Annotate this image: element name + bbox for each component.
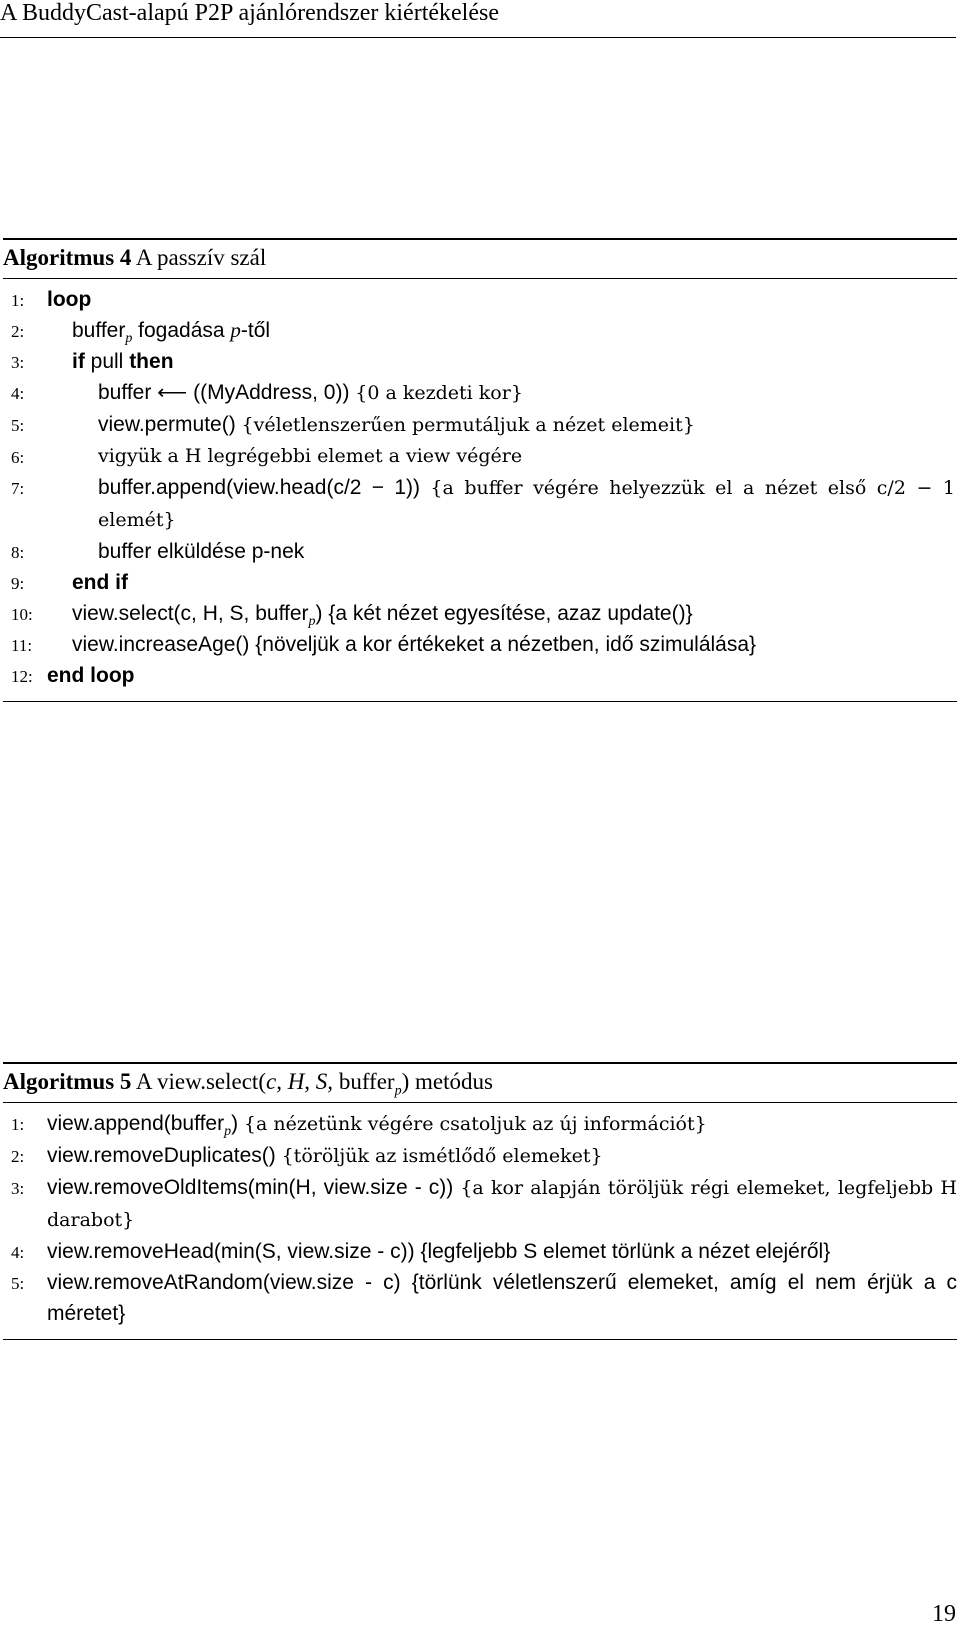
math-args: c, H, S, (265, 1069, 334, 1094)
line-number: 3: (11, 353, 25, 372)
line-comment: {véletlenszerűen permutáljuk a nézet elemeit} (241, 414, 695, 436)
algorithm-title (3, 240, 957, 278)
algorithm-line (3, 441, 957, 472)
algorithm-line (3, 567, 957, 598)
algorithm-bottom-rule (3, 701, 957, 702)
line-number: 9: (11, 574, 25, 593)
line-text: view.removeAtRandom(view.size - c) (47, 1271, 412, 1294)
page-number: 19 (932, 1601, 956, 1627)
algorithm-lines (3, 279, 957, 701)
line-text: -től (240, 319, 271, 342)
subscript: p (394, 1083, 402, 1099)
line-number: 8: (11, 543, 25, 562)
line-text: view.removeDuplicates() (47, 1144, 282, 1167)
line-text: buffer.append(view.head(c/2 − 1)) (98, 476, 431, 499)
algorithm-4-block (3, 238, 957, 702)
keyword: end loop (47, 664, 135, 687)
line-comment: {a buffer végére helyezzük el a nézet első c/2 − 1 elemét} (98, 477, 955, 531)
algorithm-title (3, 1064, 957, 1102)
line-text: pull (84, 350, 130, 373)
algorithm-line (3, 1172, 957, 1236)
line-comment: {legfeljebb S elemet törlünk a nézet elejéről} (420, 1240, 831, 1263)
algorithm-name: buffer (333, 1069, 395, 1094)
line-text: buffer ⟵ ((MyAddress, 0)) (98, 381, 356, 404)
line-comment: {töröljük az ismétlődő elemeket} (281, 1145, 603, 1167)
line-text: view.append(buffer (47, 1112, 225, 1135)
line-text: buffer elküldése p-nek (98, 540, 305, 563)
line-comment: {a két nézet egyesítése, azaz update()} (328, 602, 693, 625)
subscript: p (125, 331, 133, 347)
keyword: then (129, 350, 174, 373)
algorithm-label: Algoritmus 4 (3, 245, 132, 270)
line-comment: {0 a kezdeti kor} (355, 382, 523, 404)
line-text: ) (315, 602, 329, 625)
algorithm-line (3, 315, 957, 346)
algorithm-name: A passzív szál (135, 245, 267, 270)
line-comment: {növeljük a kor értékeket a nézetben, idő szimulálása} (255, 633, 757, 656)
line-number: 1: (11, 1115, 25, 1134)
algorithm-line (3, 1267, 957, 1329)
algorithm-line (3, 1108, 957, 1140)
line-number: 7: (11, 479, 25, 498)
algorithm-line (3, 660, 957, 691)
algorithm-line (3, 1140, 957, 1172)
line-number: 3: (11, 1179, 25, 1198)
line-number: 4: (11, 384, 25, 403)
algorithm-bottom-rule (3, 1339, 957, 1340)
line-text: view.removeOldItems(min(H, view.size - c)) (47, 1176, 461, 1199)
line-comment: {törlünk véletlenszerű elemeket, amíg el nem érjük a c méretet} (47, 1271, 958, 1325)
line-number: 10: (11, 605, 33, 624)
line-text: view.removeHead(min(S, view.size - c)) (47, 1240, 421, 1263)
algorithm-line (3, 598, 957, 629)
line-number: 11: (11, 636, 33, 655)
subscript: p (224, 1124, 232, 1140)
line-number: 12: (11, 667, 33, 686)
line-text: view.select(c, H, S, buffer (72, 602, 309, 625)
algorithm-line (3, 536, 957, 567)
keyword: if (72, 350, 85, 373)
algorithm-line (3, 629, 957, 660)
algorithm-line (3, 284, 957, 315)
algorithm-5-block (3, 1062, 957, 1340)
line-text: view.permute() (98, 413, 242, 436)
line-number: 2: (11, 1147, 25, 1166)
line-text: view.increaseAge() (72, 633, 256, 656)
line-comment: {a kor alapján töröljük régi elemeket, legfeljebb H darabot} (47, 1177, 957, 1231)
algorithm-lines (3, 1103, 957, 1339)
math-var: p (230, 318, 241, 342)
algorithm-name: A view.select( (135, 1069, 266, 1094)
header-rule (0, 37, 956, 38)
keyword: loop (47, 288, 92, 311)
algorithm-line (3, 377, 957, 409)
running-head: A BuddyCast-alapú P2P ajánlórendszer kiértékelése (0, 0, 499, 26)
line-text: ) (231, 1112, 244, 1135)
line-text: vigyük a H legrégebbi elemet a view végére (98, 445, 523, 467)
algorithm-label: Algoritmus 5 (3, 1069, 132, 1094)
line-number: 2: (11, 322, 25, 341)
line-text: buffer (72, 319, 126, 342)
algorithm-line (3, 409, 957, 441)
line-number: 5: (11, 1274, 25, 1293)
line-number: 4: (11, 1243, 25, 1262)
algorithm-name: ) metódus (401, 1069, 493, 1094)
line-text: fogadása (132, 319, 231, 342)
keyword: end if (72, 571, 128, 594)
algorithm-line (3, 1236, 957, 1267)
line-comment: {a nézetünk végére csatoljuk az új információt} (243, 1113, 707, 1135)
algorithm-line (3, 346, 957, 377)
line-number: 6: (11, 448, 25, 467)
algorithm-line (3, 472, 957, 536)
subscript: p (308, 614, 316, 630)
line-number: 5: (11, 416, 25, 435)
line-number: 1: (11, 291, 25, 310)
